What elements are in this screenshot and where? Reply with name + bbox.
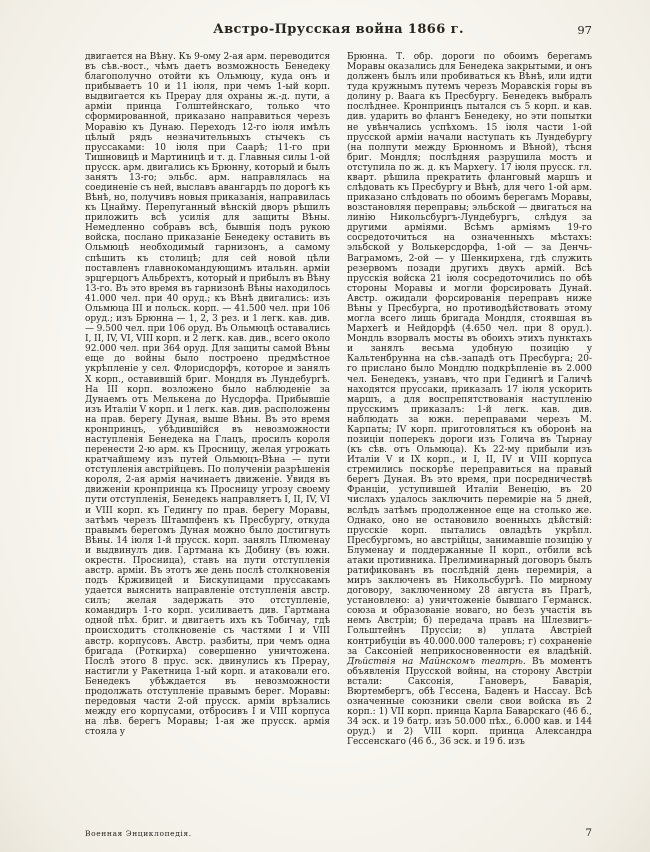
footer-publication-name: Военная Энциклопедія. (85, 829, 192, 838)
page-footer (85, 827, 592, 839)
footer-sheet-number: 7 (585, 827, 592, 839)
page-number: 97 (577, 23, 592, 37)
right-column-text-continuation: Въ моментъ объявленія Прусской войны, на сторону Австріи встали: Саксонія, Гановеръ, Баварія, Вюртембергъ, обѣ Гессена, Баденъ и Нассау. Всѣ означенные союзники свели свои войска въ 2 корп.: 1) VII корп. принца Карла Баварскаго (46 б., 34 эск. и 19 батр. изъ 50.000 пѣх., 6.000 кав. и 144 оруд.) и 2) VIII корп. принца Александра Гессенскаго (46 б., 36 эск. и 19 б. изъ (347, 656, 592, 748)
text-column-left (85, 52, 330, 814)
running-header (85, 22, 592, 40)
page-header-title: Австро-Прусская война 1866 г. (213, 22, 464, 37)
text-columns (85, 52, 592, 814)
text-column-right (347, 52, 592, 814)
left-column-text: двигается на Вѣну. Къ 9-ому 2-ая арм. переводится въ сѣв.-вост., чѣмъ даетъ возможность Бенедеку благополучно отойти къ Ольмюцу, куда онъ и прибываетъ 10 и 11 іюля, при чемъ 1-ый корп. выдвигается къ Прерау для охраны ж.-д. пути, а арміи принца Голштейнскаго, только что сформированной, приказано направиться черезъ Моравію къ Дунаю. Переходъ 12-го іюля имѣлъ цѣлый рядъ незначительныхъ стычекъ съ пруссаками: 10 іюля при Саарѣ; 11-го при Тишновицѣ и Мартиницѣ и т. д. Главныя силы 1-ой прусск. арм. двигались къ Брюнну, который и былъ занятъ 13-го; эльбс. арм. направлялась на соединеніе съ ней, выславъ авангардъ по дорогѣ къ Вѣнѣ, но, получивъ новыя приказанія, направилась къ Цнайму. Перепуганный вѣнскій дворъ рѣшилъ приложить всѣ усилія для защиты Вѣны. Немедленно собравъ всѣ, бывшія подъ рукою войска, послано приказаніе Бенедеку оставить въ Ольмюцѣ необходимый гарнизонъ, а самому спѣшить къ столицѣ; для сей новой цѣли поставленъ главнокомандующимъ итальян. арміи эрцгерцогъ Альбрехтъ, который и прибылъ въ Вѣну 13-го. Въ это время въ гарнизонѣ Вѣны находилось 41.000 чел. при 40 оруд.; къ Вѣнѣ двигались: изъ Ольмюца III и польск. корп. — 41.500 чел. при 106 оруд.; изъ Брюнна — 1, 2, 3 рез. и 1 легк. кав. див. — 9.500 чел. при 106 оруд. Въ Ольмюцѣ оставались I, II, IV, VI, VIII корп. и 2 легк. кав. див., всего около 92.000 чел. при 364 оруд. Для защиты самой Вѣны еще до войны было построено предмѣстное укрѣпленіе у сел. Флорисдорфъ, которое и занялъ X корп., оставившій бриг. Мондля въ Лундебургѣ. На III корп. возложено было наблюденіе за Дунаемъ отъ Мелькена до Нусдорфа. Прибывшіе изъ Италіи V корп. и 1 легк. кав. див. расположены на прав. берегу Дуная, выше Вѣны. Въ это время кронпринцъ, убѣдившійся въ невозможности наступленія Бенедека на Глацъ, просилъ короля перенести 2-ю арм. къ Просницу, желая угрожать кратчайшему изъ путей Ольмюцъ-Вѣна — пути отступленія австрійцевъ. По полученіи разрѣшенія короля, 2-ая армія начинаетъ движеніе. Увидя въ движеніи кронпринца къ Просницу угрозу своему пути отступленія, Бенедекъ направляетъ I, II, IV, VI и VIII корп. къ Гедингу по прав. берегу Моравы, затѣмъ черезъ Штампфенъ къ Пресбургу, откуда правымъ берегомъ Дуная можно было достигнуть Вѣны. 14 іюля 1-й прусск. корп. занялъ Плюменау и выдвинулъ див. Гартмана къ Добину (въ южн. окрестн. Просница), ставъ на пути отступленія австр. арміи. Въ этотъ же день послѣ столкновенія подъ Крживицей и Бискупицами пруссакамъ удается выяснить направленіе отступленія австр. силъ; желая задержать это отступленіе, командиръ 1-го корп. усиливаетъ див. Гартмана одной пѣх. бриг. и двигаетъ ихъ къ Тобичау, гдѣ происходитъ столкновеніе съ частями I и VIII австр. корпусовъ. Австр. разбиты, при чемъ одна бригада (Роткирха) совершенно уничтожена. Послѣ этого 8 прус. эск. двинулись къ Прерау, настигли у Ракетница 1-ый корп. и атаковали его. Бенедекъ убѣждается въ невозможности продолжать отступленіе правымъ берег. Моравы: передовыя части 2-ой прусск. арміи врѣзались между его корпусами, отбросивъ I и VIII корпуса на лѣв. берегъ Моравы; 1-ая же прусск. армія стояла у (85, 52, 330, 738)
right-column-section-heading: Дѣйствія на Майнскомъ театрѣ. (347, 656, 526, 667)
right-column-text (347, 52, 592, 747)
right-column-text-main: Брюнна. Т. обр. дороги по обоимъ берегамъ Моравы оказались для Бенедека закрытыми, и онъ долженъ былъ или пробиваться къ Вѣнѣ, или идти туда кружнымъ путемъ черезъ Моравскія горы въ долину р. Ваага къ Пресбургу. Бенедекъ выбралъ послѣднее. Кронпринцъ пытался съ 5 корп. и кав. див. ударить во флангъ Бенедеку, но эти попытки не увѣнчались успѣхомъ. 15 іюля части 1-ой прусской арміи начали наступать къ Лундебургу (на полпути между Брюнномъ и Вѣной), тѣсня бриг. Мондля; послѣдняя разрушила мостъ и отступила по ж. д. къ Мархегу. 17 іюля прусск. гл. кварт. рѣшила прекратить фланговый маршъ и слѣдовать къ Пресбургу и Вѣнѣ, для чего 1-ой арм. приказано слѣдовать по обоимъ берегамъ Моравы, возстановляя переправы; эльбской — двигаться на линію Никольсбургъ-Лундебургъ, слѣдуя за другими арміями. Всѣмъ арміямъ 19-го сосредоточиться на означенныхъ мѣстахъ: эльбской у Волькерсдорфа, 1-ой — за Денчь-Ваграмомъ, 2-ой — у Шенкирхена, гдѣ служить резервомъ позади другихъ двухъ армій. Всѣ прусскія войска 21 іюля сосредоточились по обѣ стороны Моравы и могли форсировать Дунай. Австр. ожидали форсированія переправъ ниже Вѣны у Пресбурга, но противодѣйствовать этому могла всего лишь бригада Мондля, стоявшая въ Мархегѣ и Нейдорфѣ (4.650 чел. при 8 оруд.). Мондль взорвалъ мосты въ обоихъ этихъ пунктахъ и занялъ весьма удобную позицію у Кальтенбрунна на сѣв.-западѣ отъ Пресбурга; 20-го прислано было Мондлю подкрѣпленіе въ 2.000 чел. Бенедекъ, узнавъ, что при Гедингѣ и Галичѣ находятся пруссаки, приказалъ 17 іюля ускорить маршъ, а для воспрепятствованія наступленію прусскимъ приказалъ: 1-й легк. кав. див. наблюдать за южн. переправами черезъ М. Карпаты; IV корп. приготовляться къ оборонѣ на позиціи поперекъ дороги изъ Голича въ Тырнау (къ сѣв. отъ Ольмюца). Къ 22-му прибыли изъ Италіи V и IX корп., и I, II, IV и VIII корпуса стремились поскорѣе переправиться на правый берегъ Дуная. Въ это время, при посредничествѣ Франціи, уступившей Италіи Венецію, въ 20 числахъ удалось заключить перемиріе на 5 дней, вслѣдъ затѣмъ продолженное еще на столько же. Однако, оно не остановило военныхъ дѣйствій: прусскіе корп. пытались овладѣть укрѣпл. Пресбургомъ, но австрійцы, занимавшіе позицію у Блуменау и поддержанные II корп., отбили всѣ атаки противника. Прелиминарный договоръ былъ ратификованъ въ послѣдній день перемирія, а миръ заключенъ въ Никольсбургѣ. По мирному договору, заключенному 28 августа въ Прагѣ, установлено: а) уничтоженіе бывшаго Германск. союза и образованіе новаго, но безъ участія въ немъ Австріи; б) передача правъ на Шлезвигъ-Гольштейнъ Пруссіи; в) уплата Австріей контрибуціи въ 40.000.000 талеровъ; г) сохраненіе за Саксоніей неприкосновенности ея владѣній. (347, 52, 592, 657)
